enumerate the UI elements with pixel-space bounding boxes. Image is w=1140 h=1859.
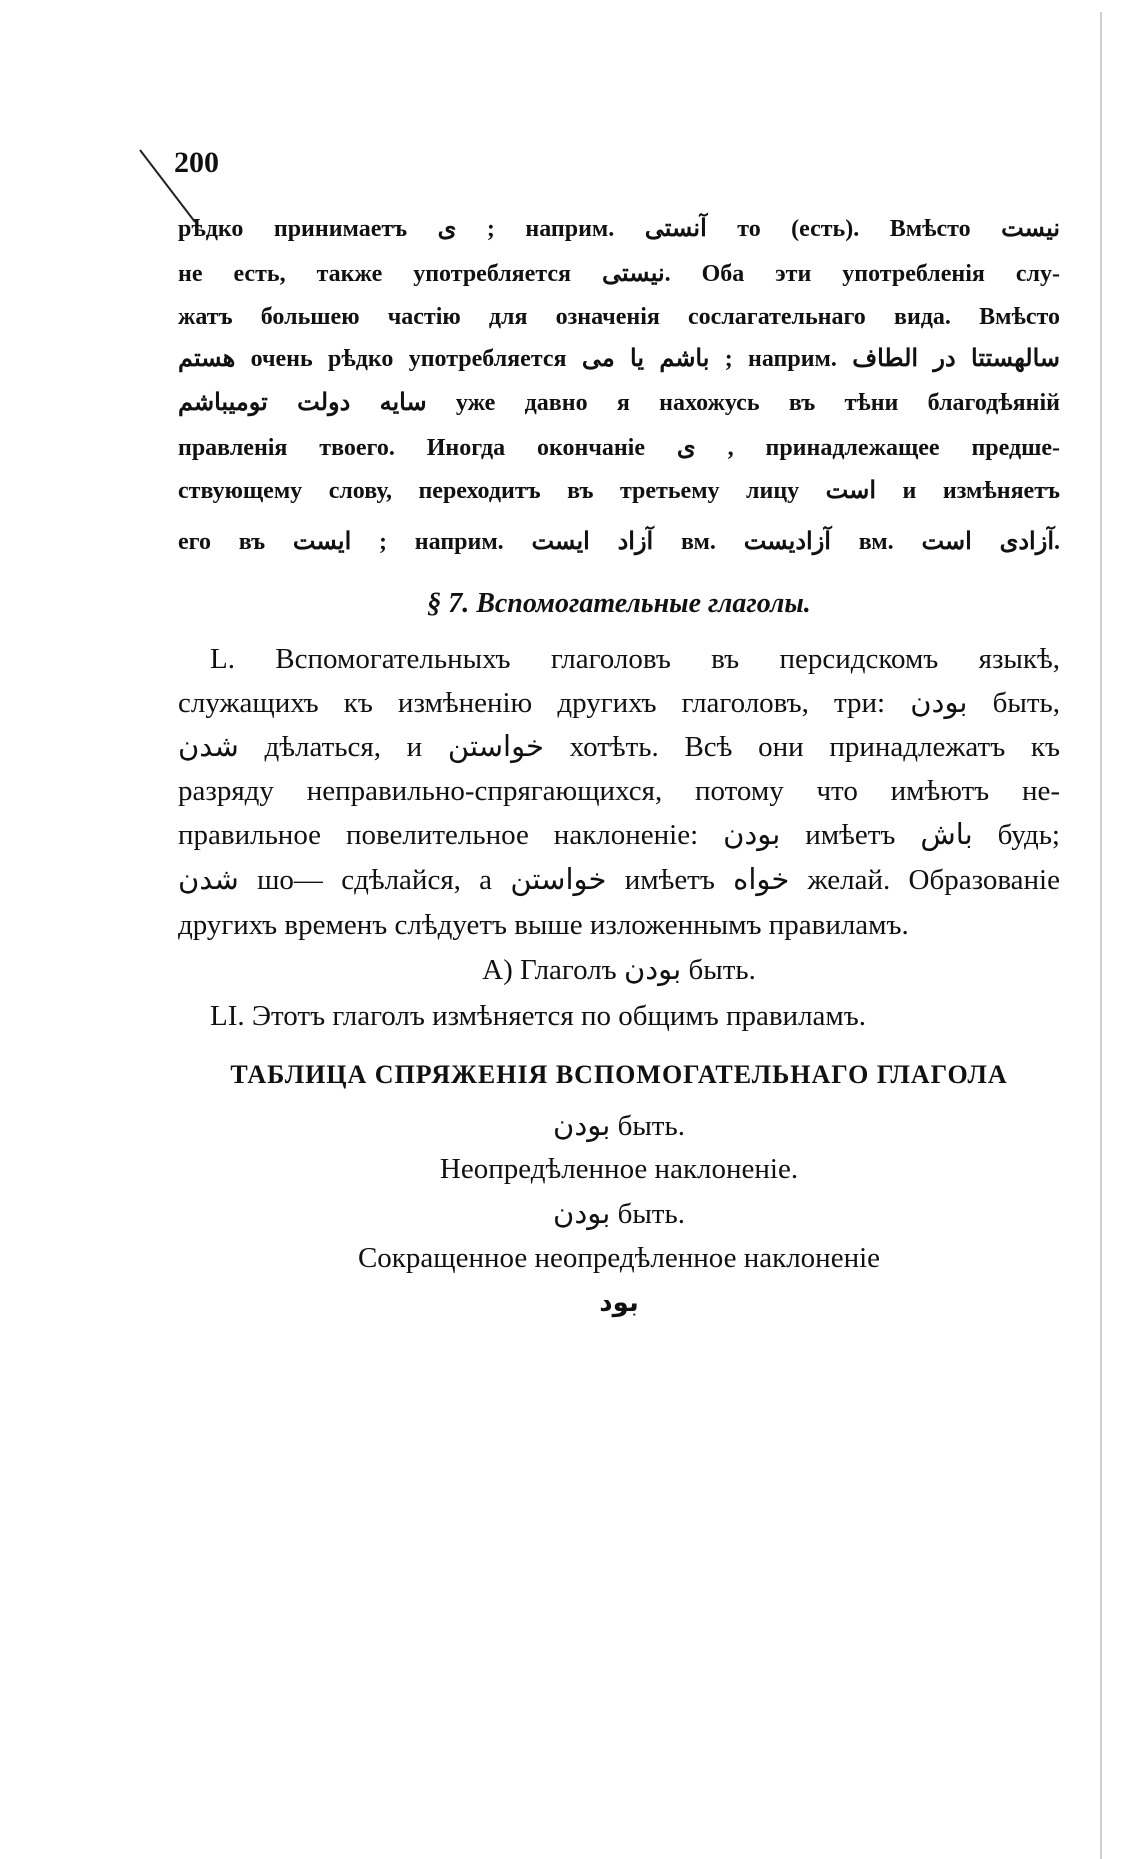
paragraph-line: L. Вспомогательныхъ глаголовъ въ персидскомъ языкѣ,: [210, 643, 1060, 675]
short-infinitive-heading: Сокращенное неопредѣленное наклоненіе: [357, 1242, 881, 1274]
text-line: правленія твоего. Иногда окончаніе ی , принадлежащее предше-: [178, 435, 1060, 461]
infinitive-value: بودن быть.: [553, 1198, 685, 1230]
text-line: هستم очень рѣдко употребляется باشم یا می ; наприм. سالهستتا در الطاف: [178, 346, 1060, 372]
paragraph-line: разряду неправильно-спрягающихся, потому что имѣютъ не-: [178, 775, 1060, 807]
paragraph-line: правильное повелительное наклоненіе: بودن имѣетъ باش будь;: [178, 819, 1060, 851]
text-line: ствующему слову, переходитъ въ третьему лицу است и измѣняетъ: [178, 478, 1060, 504]
paragraph-line: LI. Этотъ глаголъ измѣняется по общимъ правиламъ.: [210, 1000, 867, 1032]
text-line: سایه دولت تومیباشم уже давно я нахожусь въ тѣни благодѣяній: [178, 390, 1060, 416]
infinitive-heading: Неопредѣленное наклоненіе.: [439, 1153, 799, 1185]
text-line: его въ ایست ; наприм. آزاد ایست вм. آزادیست вм. آزادی است.: [178, 529, 1060, 555]
text-line: не есть, также употребляется نیستی. Оба эти употребленія слу-: [178, 261, 1060, 287]
subheading: А) Глаголъ بودن быть.: [482, 954, 756, 986]
paragraph-line: شدن шо— сдѣлайся, а خواستن имѣетъ خواه желай. Образованіе: [178, 864, 1060, 896]
text-line: рѣдко принимаетъ ی ; наприм. آنستی то (есть). Вмѣсто نیست: [178, 216, 1060, 242]
page-number: 200: [174, 146, 219, 179]
table-verb: بودن быть.: [553, 1110, 685, 1142]
paragraph-line: شدن дѣлаться, и خواستن хотѣть. Всѣ они принадлежатъ къ: [178, 731, 1060, 763]
table-title: ТАБЛИЦА СПРЯЖЕНІЯ ВСПОМОГАТЕЛЬНАГО ГЛАГОЛА: [230, 1060, 1008, 1089]
section-heading: § 7. Вспомогательные глаголы.: [427, 588, 811, 619]
short-infinitive-value: بود: [599, 1288, 639, 1318]
text-line: жатъ большею частію для означенія сослагательнаго вида. Вмѣсто: [178, 304, 1060, 330]
paragraph-line: другихъ временъ слѣдуетъ выше изложеннымъ правиламъ.: [178, 909, 909, 941]
paragraph-line: служащихъ къ измѣненію другихъ глаголовъ, три: بودن быть,: [178, 687, 1060, 719]
